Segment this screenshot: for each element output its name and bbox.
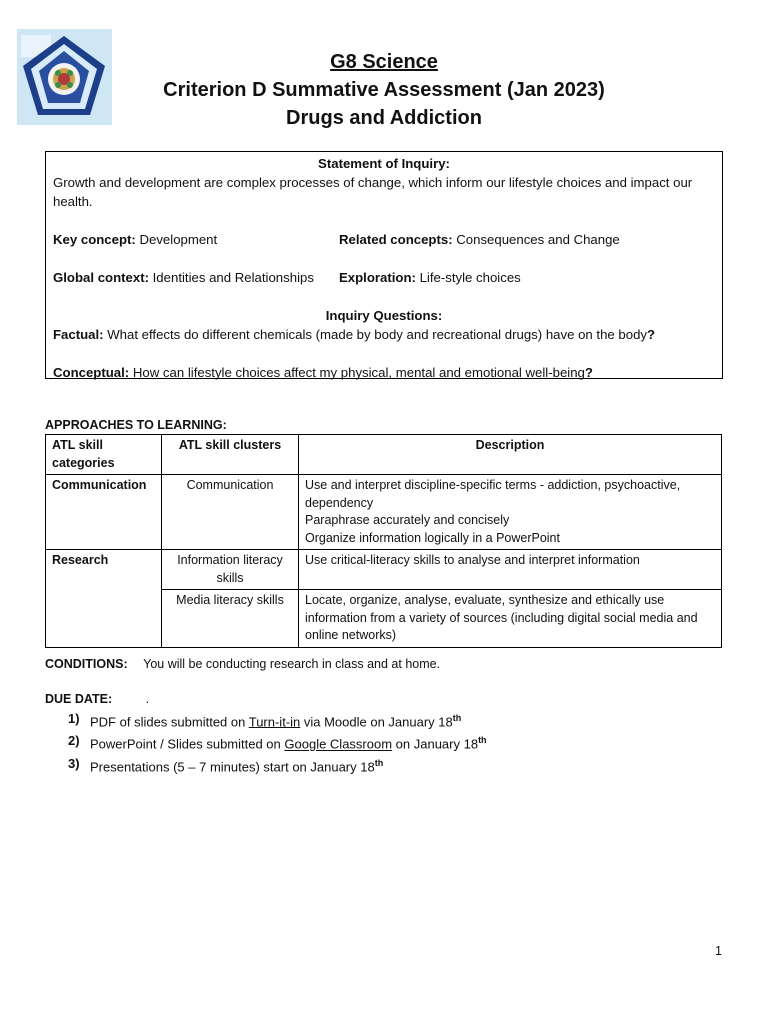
header-categories: ATL skill categories	[46, 435, 162, 475]
conceptual-question	[53, 363, 715, 382]
description-media-literacy: Locate, organize, analyse, evaluate, synthesize and ethically use information from a variety of sources (including digital social media and online networks)	[299, 590, 722, 648]
turnitin-link[interactable]: Turn-it-in	[248, 714, 301, 730]
factual-label: Factual:	[53, 327, 104, 342]
cluster-communication: Communication	[162, 475, 299, 550]
conditions-label: CONDITIONS:	[45, 657, 128, 671]
item-number: 2)	[68, 733, 80, 749]
item-number: 1)	[68, 711, 80, 726]
superscript: th	[452, 713, 462, 723]
global-context-label: Global context:	[53, 270, 149, 285]
atl-heading: APPROACHES TO LEARNING:	[45, 418, 227, 432]
category-research: Research	[46, 550, 162, 648]
page-number: 1	[715, 944, 722, 958]
category-communication: Communication	[46, 475, 162, 550]
exploration-value: Life-style choices	[415, 270, 521, 285]
list-item	[68, 731, 487, 753]
item-number: 3)	[68, 755, 80, 771]
conceptual-label: Conceptual:	[53, 365, 130, 380]
conditions-value: You will be conducting research in class and at home.	[143, 657, 441, 671]
conceptual-value: How can lifestyle choices affect my physical, mental and emotional well-being	[129, 365, 585, 380]
due-date-dot: .	[145, 692, 150, 706]
related-concepts-label: Related concepts:	[339, 232, 453, 247]
desc-line: Paraphrase accurately and concisely	[305, 513, 510, 527]
title-assessment: Criterion D Summative Assessment (Jan 2023)	[163, 79, 605, 101]
header-description: Description	[299, 435, 722, 475]
conceptual-question-mark: ?	[584, 365, 593, 380]
related-concepts-value: Consequences and Change	[452, 232, 620, 247]
google-classroom-link[interactable]: Google Classroom	[284, 736, 393, 752]
due-list	[68, 709, 487, 776]
factual-question-mark: ?	[647, 327, 656, 342]
atl-header-row	[46, 435, 722, 475]
item-text: on January 18	[392, 736, 479, 752]
cluster-media-literacy: Media literacy skills	[162, 590, 299, 648]
superscript: th	[374, 757, 384, 768]
exploration-label: Exploration:	[339, 270, 416, 285]
soi-heading: Statement of Inquiry:	[318, 156, 450, 171]
table-row	[46, 550, 722, 590]
key-concept-value: Development	[135, 232, 218, 247]
due-date-label: DUE DATE:	[45, 692, 113, 706]
soi-text: Growth and development are complex processes of change, which inform our lifestyle choices and impact our health.	[53, 175, 693, 209]
inquiry-questions-heading: Inquiry Questions:	[325, 308, 443, 323]
title-subject: G8 Science	[330, 51, 438, 73]
item-text: Presentations (5 – 7 minutes) start on January 18	[90, 758, 375, 774]
global-context-value: Identities and Relationships	[148, 270, 314, 285]
table-row	[46, 475, 722, 550]
description-communication	[299, 475, 722, 550]
factual-question	[53, 325, 715, 344]
description-information-literacy: Use critical-literacy skills to analyse and interpret information	[299, 550, 722, 590]
superscript: th	[478, 735, 487, 746]
key-concept-label: Key concept:	[53, 232, 136, 247]
item-text: via Moodle on January 18	[300, 714, 453, 730]
list-item	[68, 754, 487, 776]
header-clusters: ATL skill clusters	[162, 435, 299, 475]
cluster-information-literacy: Information literacy skills	[162, 550, 299, 590]
context-row	[53, 268, 715, 287]
item-text: PDF of slides submitted on	[90, 714, 249, 730]
concepts-row	[53, 230, 715, 249]
desc-line: Use and interpret discipline-specific terms - addiction, psychoactive, dependency	[305, 478, 681, 510]
conditions	[45, 657, 440, 671]
list-item	[68, 709, 487, 731]
desc-line: Organize information logically in a PowerPoint	[305, 530, 560, 545]
document-title	[0, 48, 768, 132]
item-text: PowerPoint / Slides submitted on	[90, 736, 285, 752]
statement-of-inquiry-box	[45, 151, 723, 379]
title-unit: Drugs and Addiction	[286, 107, 482, 129]
due-date	[45, 692, 149, 706]
atl-table	[45, 434, 722, 648]
factual-value: What effects do different chemicals (made by body and recreational drugs) have on the body	[103, 327, 648, 342]
